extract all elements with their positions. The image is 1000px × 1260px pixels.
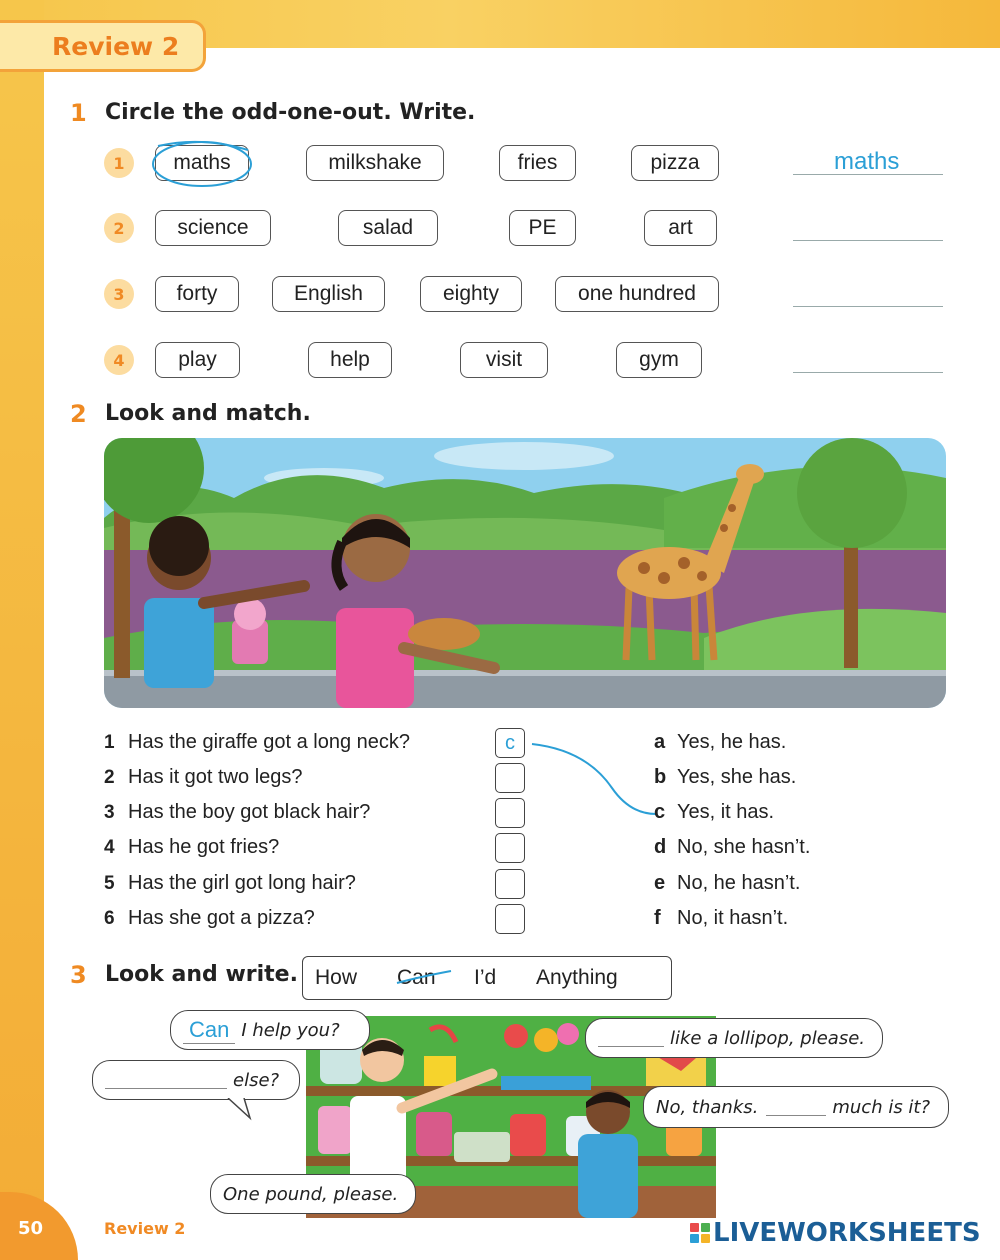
- section-3-number: 3: [70, 961, 87, 989]
- zoo-scene-illustration: [104, 438, 946, 708]
- question-number: 3: [104, 802, 115, 823]
- section-1-title: Circle the odd-one-out. Write.: [105, 100, 476, 125]
- section-2-title: Look and match.: [105, 401, 311, 426]
- bank-word: Anything: [536, 966, 618, 989]
- section-2-number: 2: [70, 400, 87, 428]
- review-tab: Review 2: [0, 20, 206, 72]
- answer-letter: a: [654, 731, 666, 753]
- question-text: Has he got fries?: [128, 836, 280, 858]
- bubble-blank[interactable]: [766, 1098, 826, 1116]
- row-number: 4: [104, 345, 134, 375]
- answer-letter: c: [654, 801, 666, 823]
- word-option[interactable]: forty: [155, 276, 239, 312]
- question-number: 5: [104, 873, 115, 894]
- footer-label: Review 2: [104, 1219, 186, 1238]
- bubble-blank[interactable]: [598, 1029, 664, 1047]
- word-option[interactable]: maths: [155, 145, 249, 181]
- answer-text: Yes, she has.: [677, 766, 797, 788]
- answer-line-3[interactable]: [793, 306, 943, 307]
- word-option[interactable]: English: [272, 276, 385, 312]
- match-line: [526, 736, 666, 822]
- question-text: Has it got two legs?: [128, 766, 303, 788]
- speech-bubble-1: [170, 1010, 370, 1050]
- answer-text: No, she hasn’t.: [677, 836, 811, 858]
- speech-bubble-3: [585, 1018, 883, 1058]
- bubble-text: else?: [233, 1069, 280, 1091]
- answer-line-4[interactable]: [793, 372, 943, 373]
- answer-text: Yes, he has.: [677, 731, 787, 753]
- word-option[interactable]: salad: [338, 210, 438, 246]
- question-number: 6: [104, 908, 115, 929]
- question-text: Has the boy got black hair?: [128, 801, 371, 823]
- bubble-blank[interactable]: [105, 1071, 227, 1089]
- word-option[interactable]: gym: [616, 342, 702, 378]
- liveworksheets-logo: [690, 1218, 981, 1248]
- row-number: 3: [104, 279, 134, 309]
- section-3-title: Look and write.: [105, 962, 298, 987]
- page-number: 50: [18, 1218, 44, 1239]
- word-option[interactable]: help: [308, 342, 392, 378]
- answer-box[interactable]: c: [495, 728, 525, 758]
- question-text: Has the giraffe got a long neck?: [128, 731, 411, 753]
- word-option[interactable]: fries: [499, 145, 576, 181]
- bubble-text: like a lollipop, please.: [670, 1027, 866, 1049]
- question-text: Has the girl got long hair?: [128, 872, 356, 894]
- word-option[interactable]: pizza: [631, 145, 719, 181]
- bubble-text: No, thanks.: [656, 1096, 759, 1118]
- word-option[interactable]: milkshake: [306, 145, 444, 181]
- row-number: 1: [104, 148, 134, 178]
- answer-box[interactable]: [495, 833, 525, 863]
- answer-box[interactable]: [495, 904, 525, 934]
- bubble-tail: [226, 1098, 256, 1122]
- question-number: 2: [104, 767, 115, 788]
- cross-out-mark: [395, 969, 455, 991]
- answer-letter: e: [654, 872, 666, 894]
- answer-box[interactable]: [495, 798, 525, 828]
- brand-text: LIVEWORKSHEETS: [713, 1218, 981, 1248]
- liveworksheets-icon: [690, 1223, 710, 1243]
- left-band: [0, 0, 44, 1260]
- bank-word: How: [315, 966, 358, 989]
- speech-bubble-4: [643, 1086, 949, 1128]
- answer-line-2[interactable]: [793, 240, 943, 241]
- answer-letter: f: [654, 907, 661, 929]
- word-option[interactable]: one hundred: [555, 276, 719, 312]
- speech-bubble-5: [210, 1174, 416, 1214]
- row-number: 2: [104, 213, 134, 243]
- word-option[interactable]: PE: [509, 210, 576, 246]
- answer-box[interactable]: [495, 763, 525, 793]
- answer-box[interactable]: [495, 869, 525, 899]
- bubble-text: much is it?: [832, 1096, 931, 1118]
- word-option[interactable]: eighty: [420, 276, 522, 312]
- answer-text: No, it hasn’t.: [677, 907, 789, 929]
- answer-text-1: maths: [834, 148, 900, 175]
- answer-letter: b: [654, 766, 667, 788]
- word-option[interactable]: play: [155, 342, 240, 378]
- word-option[interactable]: visit: [460, 342, 548, 378]
- bubble-text: I help you?: [241, 1019, 340, 1041]
- word-bank: [302, 956, 672, 1000]
- answer-text: No, he hasn’t.: [677, 872, 801, 894]
- answer-line-1[interactable]: [793, 174, 943, 175]
- speech-bubble-2: [92, 1060, 300, 1100]
- question-text: Has she got a pizza?: [128, 907, 315, 929]
- answer-letter: d: [654, 836, 667, 858]
- answer-text: Yes, it has.: [677, 801, 775, 823]
- bank-word-crossed: Can: [397, 966, 436, 989]
- bubble-blank-filled[interactable]: Can: [183, 1017, 235, 1044]
- word-option[interactable]: art: [644, 210, 717, 246]
- section-1-number: 1: [70, 99, 87, 127]
- bank-word: I’d: [474, 966, 497, 989]
- question-number: 1: [104, 732, 115, 753]
- question-number: 4: [104, 837, 115, 858]
- circle-mark: [148, 136, 256, 190]
- word-option[interactable]: science: [155, 210, 271, 246]
- bubble-text: One pound, please.: [223, 1183, 399, 1205]
